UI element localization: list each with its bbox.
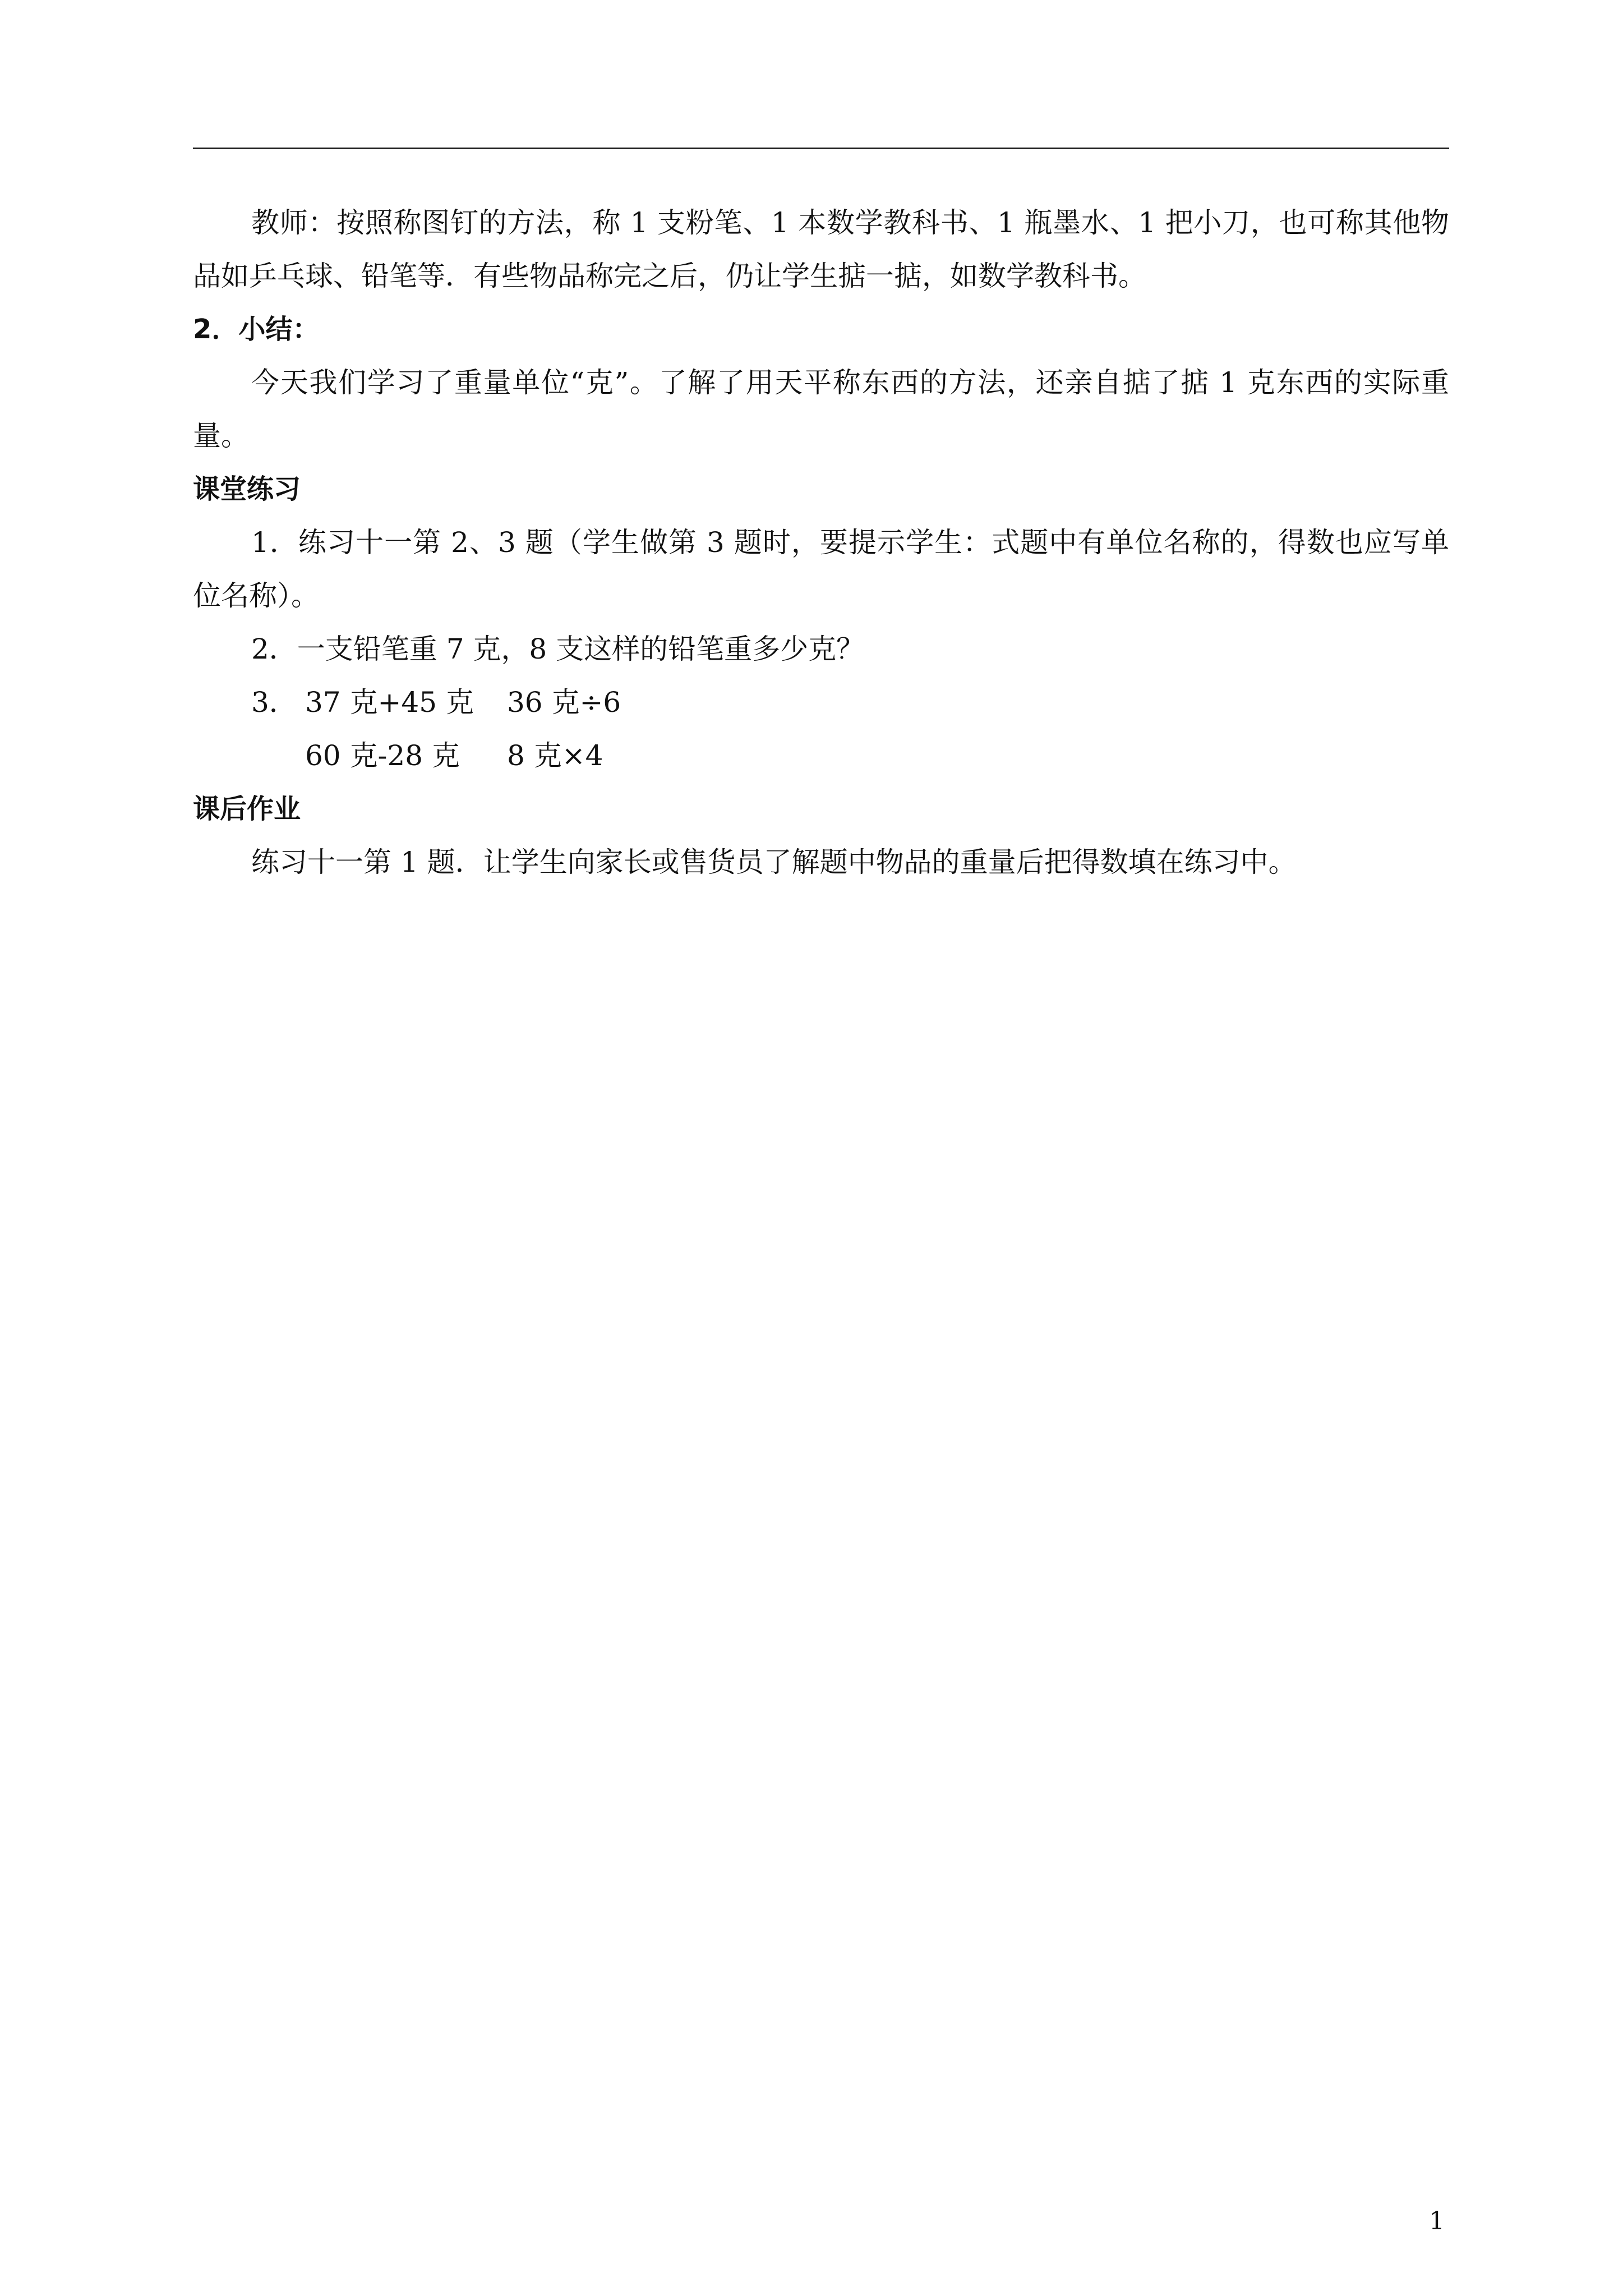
- paragraph-summary: 今天我们学习了重量单位“克”。了解了用天平称东西的方法，还亲自掂了掂 1 克东西的实际重量。: [193, 366, 1449, 452]
- practice-item-1: 1．练习十一第 2、3 题（学生做第 3 题时，要提示学生：式题中有单位名称的，得数也应写单位名称）。: [193, 526, 1449, 612]
- page-number: 1: [1429, 2207, 1445, 2235]
- calc-expression: 36 克÷6: [507, 686, 621, 719]
- paragraph-homework: 练习十一第 1 题．让学生向家长或售货员了解题中物品的重量后把得数填在练习中。: [251, 846, 1297, 878]
- heading-homework: 课后作业: [193, 793, 301, 825]
- calc-expression: 8 克×4: [507, 739, 603, 772]
- practice-item-2: 2．一支铅笔重 7 克，8 支这样的铅笔重多少克？: [251, 633, 865, 665]
- paragraph-teacher: 教师：按照称图钉的方法，称 1 支粉笔、1 本数学教科书、1 瓶墨水、1 把小刀，也可称其他物品如乒乓球、铅笔等．有些物品称完之后，仍让学生掂一掂，如数学教科书。: [193, 206, 1449, 292]
- document-body: [193, 196, 1449, 889]
- calc-expression: 60 克-28 克: [305, 739, 460, 772]
- practice-item-3-row-2: [193, 729, 1449, 783]
- header-rule: [193, 148, 1449, 149]
- practice-item-3-row-1: [193, 676, 1449, 729]
- practice-item-3-number: 3．: [251, 686, 297, 719]
- heading-classroom-practice: 课堂练习: [193, 473, 301, 505]
- calc-expression: 37 克+45 克: [305, 686, 474, 719]
- heading-summary: 2．小结：: [193, 314, 320, 345]
